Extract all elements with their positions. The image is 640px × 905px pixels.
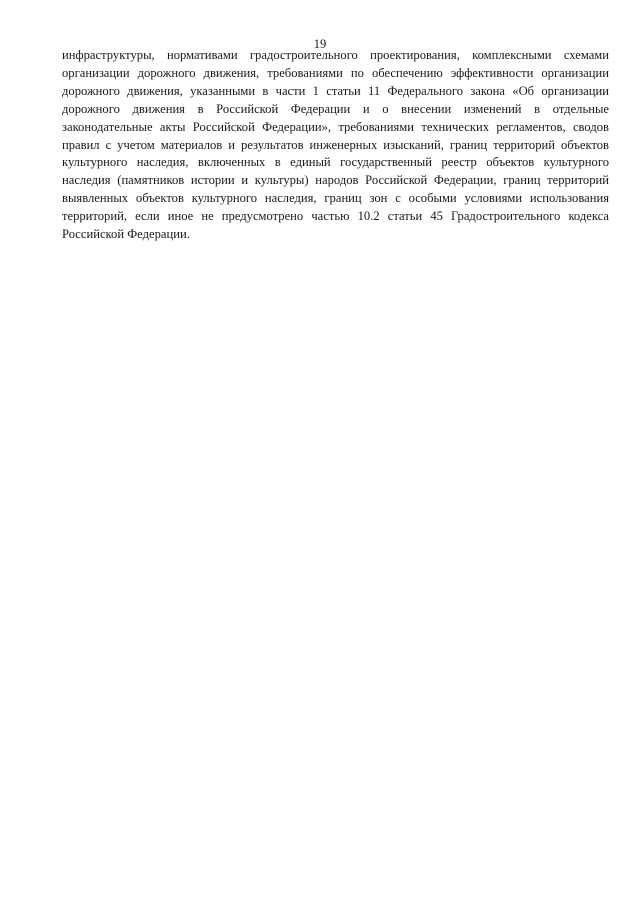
paragraph-line: инфраструктуры, нормативами градостроительного проектирования, комплексными схемами [62,48,609,62]
paragraph-line: дорожного движения, указанными в части 1 статьи 11 Федерального закона «Об организации [62,83,609,98]
paragraph-line: культурного наследия, включенных в единый государственный реестр объектов культурного [62,155,609,170]
paragraph-line: организации дорожного движения, требованиями по обеспечению эффективности организации [62,65,609,80]
paragraph-line: территорий, если иное не предусмотрено частью 10.2 статьи 45 Градостроительного кодекса [62,209,609,224]
body-paragraph [62,47,609,244]
paragraph-line: дорожного движения в Российской Федерации и о внесении изменений в отдельные [62,101,609,116]
page-number: 19 [313,37,327,51]
paragraph-line: наследия (памятников истории и культуры) народов Российской Федерации, границ территорий [62,173,609,188]
paragraph-line: законодательные акты Российской Федерации», требованиями технических регламентов, сводов [62,119,609,134]
paragraph-line: правил с учетом материалов и результатов инженерных изысканий, границ территорий объектов [62,137,609,152]
paragraph-line: Российской Федерации. [62,227,190,242]
paragraph-line: выявленных объектов культурного наследия, границ зон с особыми условиями использования [62,191,609,206]
